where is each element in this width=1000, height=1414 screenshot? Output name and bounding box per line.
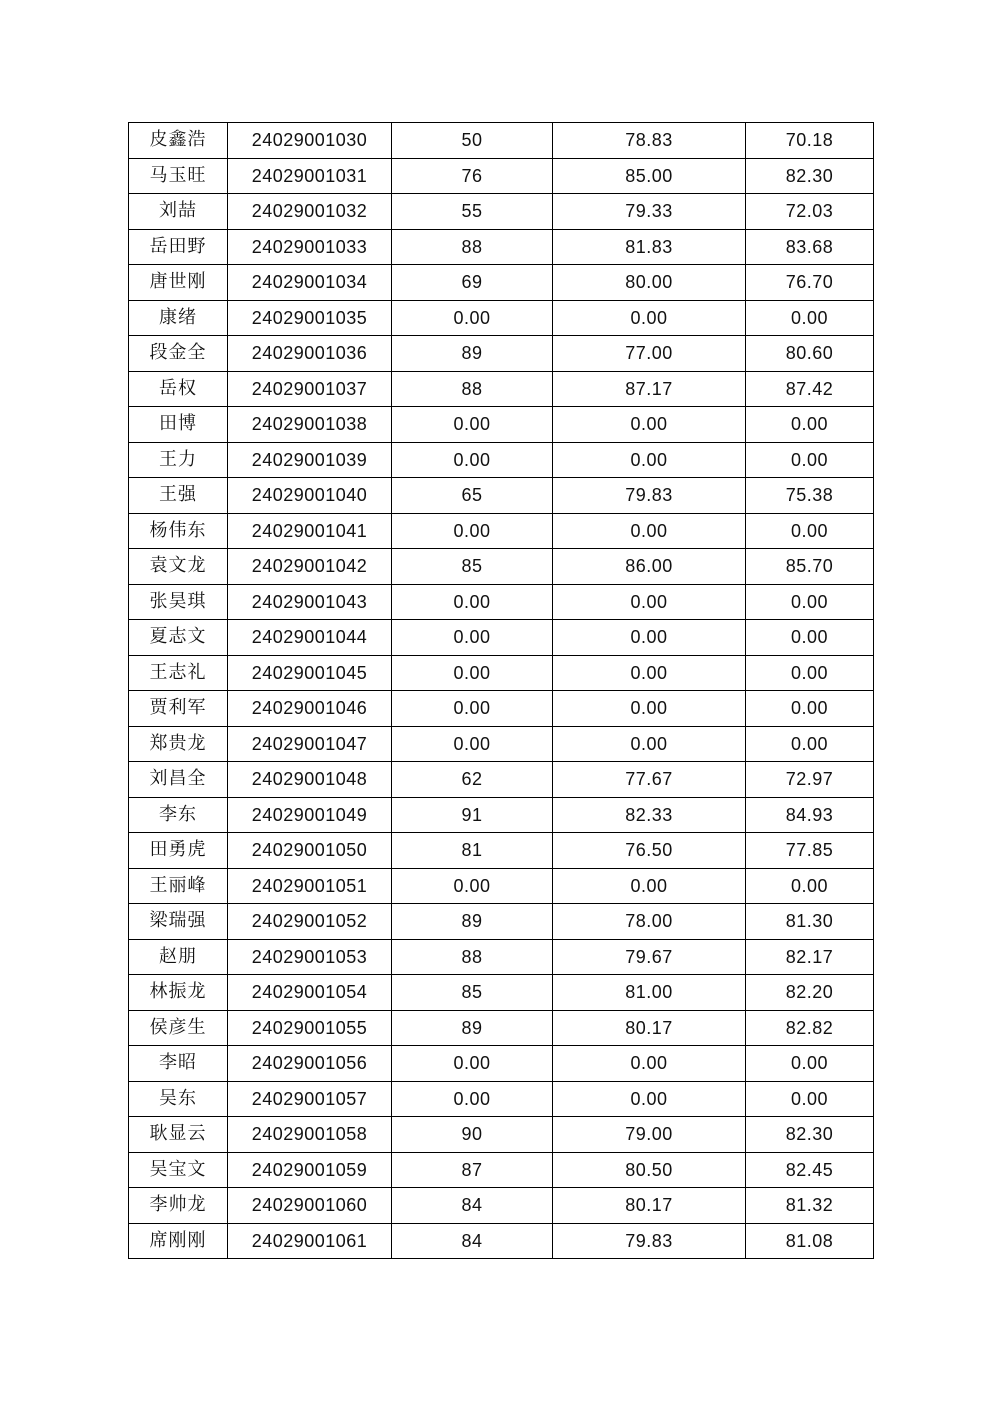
exam-number-cell: 24029001035 [228, 300, 392, 336]
table-row [129, 1188, 874, 1224]
written-score-cell: 84 [392, 1223, 553, 1259]
exam-number-cell: 24029001039 [228, 442, 392, 478]
interview-score-cell: 78.00 [553, 904, 746, 940]
exam-number-cell: 24029001061 [228, 1223, 392, 1259]
candidate-name-cell: 梁瑞强 [129, 904, 228, 940]
exam-number-cell: 24029001045 [228, 655, 392, 691]
exam-number-cell: 24029001042 [228, 549, 392, 585]
table-row [129, 407, 874, 443]
interview-score-cell: 76.50 [553, 833, 746, 869]
candidate-name-cell: 吴宝文 [129, 1152, 228, 1188]
total-score-cell: 82.30 [746, 1117, 874, 1153]
written-score-cell: 0.00 [392, 620, 553, 656]
total-score-cell: 0.00 [746, 442, 874, 478]
total-score-cell: 82.82 [746, 1010, 874, 1046]
total-score-cell: 82.20 [746, 975, 874, 1011]
total-score-cell: 0.00 [746, 300, 874, 336]
written-score-cell: 0.00 [392, 655, 553, 691]
table-row [129, 691, 874, 727]
written-score-cell: 84 [392, 1188, 553, 1224]
exam-number-cell: 24029001058 [228, 1117, 392, 1153]
table-row [129, 1223, 874, 1259]
total-score-cell: 75.38 [746, 478, 874, 514]
interview-score-cell: 0.00 [553, 1046, 746, 1082]
table-row [129, 371, 874, 407]
table-row [129, 513, 874, 549]
written-score-cell: 0.00 [392, 513, 553, 549]
total-score-cell: 0.00 [746, 691, 874, 727]
interview-score-cell: 0.00 [553, 513, 746, 549]
interview-score-cell: 79.83 [553, 478, 746, 514]
interview-score-cell: 81.83 [553, 229, 746, 265]
exam-number-cell: 24029001051 [228, 868, 392, 904]
exam-number-cell: 24029001047 [228, 726, 392, 762]
total-score-cell: 82.17 [746, 939, 874, 975]
exam-number-cell: 24029001041 [228, 513, 392, 549]
interview-score-cell: 82.33 [553, 797, 746, 833]
interview-score-cell: 80.17 [553, 1010, 746, 1046]
interview-score-cell: 87.17 [553, 371, 746, 407]
written-score-cell: 89 [392, 336, 553, 372]
exam-number-cell: 24029001036 [228, 336, 392, 372]
candidate-name-cell: 岳田野 [129, 229, 228, 265]
candidate-name-cell: 袁文龙 [129, 549, 228, 585]
exam-number-cell: 24029001055 [228, 1010, 392, 1046]
table-row [129, 726, 874, 762]
table-row [129, 868, 874, 904]
exam-number-cell: 24029001057 [228, 1081, 392, 1117]
table-row [129, 194, 874, 230]
candidate-name-cell: 贾利军 [129, 691, 228, 727]
exam-number-cell: 24029001031 [228, 158, 392, 194]
written-score-cell: 87 [392, 1152, 553, 1188]
written-score-cell: 65 [392, 478, 553, 514]
candidate-name-cell: 刘昌全 [129, 762, 228, 798]
written-score-cell: 0.00 [392, 726, 553, 762]
table-row [129, 762, 874, 798]
table-row [129, 797, 874, 833]
written-score-cell: 90 [392, 1117, 553, 1153]
exam-number-cell: 24029001033 [228, 229, 392, 265]
total-score-cell: 82.30 [746, 158, 874, 194]
total-score-cell: 76.70 [746, 265, 874, 301]
interview-score-cell: 0.00 [553, 620, 746, 656]
exam-number-cell: 24029001037 [228, 371, 392, 407]
interview-score-cell: 0.00 [553, 584, 746, 620]
total-score-cell: 83.68 [746, 229, 874, 265]
candidate-name-cell: 李东 [129, 797, 228, 833]
exam-number-cell: 24029001060 [228, 1188, 392, 1224]
interview-score-cell: 0.00 [553, 868, 746, 904]
candidate-name-cell: 郑贵龙 [129, 726, 228, 762]
candidate-name-cell: 林振龙 [129, 975, 228, 1011]
exam-number-cell: 24029001032 [228, 194, 392, 230]
candidate-name-cell: 王丽峰 [129, 868, 228, 904]
written-score-cell: 0.00 [392, 691, 553, 727]
candidate-name-cell: 王志礼 [129, 655, 228, 691]
candidate-name-cell: 唐世刚 [129, 265, 228, 301]
table-row [129, 123, 874, 159]
table-row [129, 1046, 874, 1082]
exam-number-cell: 24029001030 [228, 123, 392, 159]
candidate-name-cell: 吴东 [129, 1081, 228, 1117]
candidate-name-cell: 马玉旺 [129, 158, 228, 194]
table-row [129, 1081, 874, 1117]
table-row [129, 229, 874, 265]
exam-number-cell: 24029001038 [228, 407, 392, 443]
candidate-name-cell: 王力 [129, 442, 228, 478]
written-score-cell: 88 [392, 939, 553, 975]
table-row [129, 833, 874, 869]
exam-number-cell: 24029001046 [228, 691, 392, 727]
score-table [128, 122, 874, 1259]
interview-score-cell: 0.00 [553, 691, 746, 727]
written-score-cell: 88 [392, 229, 553, 265]
written-score-cell: 76 [392, 158, 553, 194]
table-row [129, 1152, 874, 1188]
exam-number-cell: 24029001059 [228, 1152, 392, 1188]
exam-number-cell: 24029001054 [228, 975, 392, 1011]
candidate-name-cell: 侯彦生 [129, 1010, 228, 1046]
total-score-cell: 0.00 [746, 655, 874, 691]
table-row [129, 904, 874, 940]
written-score-cell: 89 [392, 1010, 553, 1046]
interview-score-cell: 79.33 [553, 194, 746, 230]
candidate-name-cell: 杨伟东 [129, 513, 228, 549]
written-score-cell: 88 [392, 371, 553, 407]
interview-score-cell: 80.00 [553, 265, 746, 301]
interview-score-cell: 0.00 [553, 442, 746, 478]
table-row [129, 300, 874, 336]
total-score-cell: 84.93 [746, 797, 874, 833]
written-score-cell: 55 [392, 194, 553, 230]
written-score-cell: 0.00 [392, 407, 553, 443]
candidate-name-cell: 皮鑫浩 [129, 123, 228, 159]
total-score-cell: 87.42 [746, 371, 874, 407]
interview-score-cell: 0.00 [553, 300, 746, 336]
table-row [129, 336, 874, 372]
table-row [129, 584, 874, 620]
interview-score-cell: 80.50 [553, 1152, 746, 1188]
table-row [129, 939, 874, 975]
candidate-name-cell: 赵朋 [129, 939, 228, 975]
interview-score-cell: 0.00 [553, 1081, 746, 1117]
exam-number-cell: 24029001043 [228, 584, 392, 620]
exam-number-cell: 24029001052 [228, 904, 392, 940]
score-table-body [129, 123, 874, 1259]
interview-score-cell: 86.00 [553, 549, 746, 585]
interview-score-cell: 0.00 [553, 726, 746, 762]
written-score-cell: 81 [392, 833, 553, 869]
table-row [129, 1010, 874, 1046]
total-score-cell: 0.00 [746, 407, 874, 443]
written-score-cell: 89 [392, 904, 553, 940]
candidate-name-cell: 耿显云 [129, 1117, 228, 1153]
total-score-cell: 85.70 [746, 549, 874, 585]
exam-number-cell: 24029001040 [228, 478, 392, 514]
total-score-cell: 81.08 [746, 1223, 874, 1259]
total-score-cell: 72.97 [746, 762, 874, 798]
interview-score-cell: 77.67 [553, 762, 746, 798]
candidate-name-cell: 王强 [129, 478, 228, 514]
table-row [129, 265, 874, 301]
candidate-name-cell: 夏志文 [129, 620, 228, 656]
written-score-cell: 69 [392, 265, 553, 301]
exam-number-cell: 24029001049 [228, 797, 392, 833]
written-score-cell: 85 [392, 975, 553, 1011]
total-score-cell: 0.00 [746, 513, 874, 549]
candidate-name-cell: 刘喆 [129, 194, 228, 230]
written-score-cell: 0.00 [392, 584, 553, 620]
exam-number-cell: 24029001056 [228, 1046, 392, 1082]
candidate-name-cell: 李帅龙 [129, 1188, 228, 1224]
total-score-cell: 0.00 [746, 620, 874, 656]
total-score-cell: 80.60 [746, 336, 874, 372]
written-score-cell: 0.00 [392, 1081, 553, 1117]
written-score-cell: 85 [392, 549, 553, 585]
candidate-name-cell: 田博 [129, 407, 228, 443]
total-score-cell: 77.85 [746, 833, 874, 869]
total-score-cell: 82.45 [746, 1152, 874, 1188]
exam-number-cell: 24029001034 [228, 265, 392, 301]
written-score-cell: 50 [392, 123, 553, 159]
interview-score-cell: 0.00 [553, 407, 746, 443]
candidate-name-cell: 段金全 [129, 336, 228, 372]
interview-score-cell: 79.00 [553, 1117, 746, 1153]
interview-score-cell: 85.00 [553, 158, 746, 194]
exam-number-cell: 24029001048 [228, 762, 392, 798]
total-score-cell: 72.03 [746, 194, 874, 230]
interview-score-cell: 77.00 [553, 336, 746, 372]
total-score-cell: 0.00 [746, 726, 874, 762]
written-score-cell: 0.00 [392, 868, 553, 904]
candidate-name-cell: 李昭 [129, 1046, 228, 1082]
candidate-name-cell: 田勇虎 [129, 833, 228, 869]
written-score-cell: 0.00 [392, 300, 553, 336]
written-score-cell: 62 [392, 762, 553, 798]
interview-score-cell: 79.67 [553, 939, 746, 975]
interview-score-cell: 80.17 [553, 1188, 746, 1224]
table-row [129, 1117, 874, 1153]
written-score-cell: 91 [392, 797, 553, 833]
candidate-name-cell: 席刚刚 [129, 1223, 228, 1259]
table-row [129, 478, 874, 514]
total-score-cell: 81.32 [746, 1188, 874, 1224]
exam-number-cell: 24029001053 [228, 939, 392, 975]
total-score-cell: 0.00 [746, 584, 874, 620]
total-score-cell: 0.00 [746, 868, 874, 904]
written-score-cell: 0.00 [392, 442, 553, 478]
table-row [129, 975, 874, 1011]
written-score-cell: 0.00 [392, 1046, 553, 1082]
exam-number-cell: 24029001050 [228, 833, 392, 869]
table-row [129, 158, 874, 194]
interview-score-cell: 0.00 [553, 655, 746, 691]
candidate-name-cell: 张昊琪 [129, 584, 228, 620]
total-score-cell: 0.00 [746, 1081, 874, 1117]
candidate-name-cell: 岳权 [129, 371, 228, 407]
interview-score-cell: 81.00 [553, 975, 746, 1011]
exam-number-cell: 24029001044 [228, 620, 392, 656]
total-score-cell: 0.00 [746, 1046, 874, 1082]
table-row [129, 655, 874, 691]
candidate-name-cell: 康绪 [129, 300, 228, 336]
table-row [129, 549, 874, 585]
table-row [129, 442, 874, 478]
interview-score-cell: 78.83 [553, 123, 746, 159]
table-row [129, 620, 874, 656]
total-score-cell: 70.18 [746, 123, 874, 159]
total-score-cell: 81.30 [746, 904, 874, 940]
interview-score-cell: 79.83 [553, 1223, 746, 1259]
